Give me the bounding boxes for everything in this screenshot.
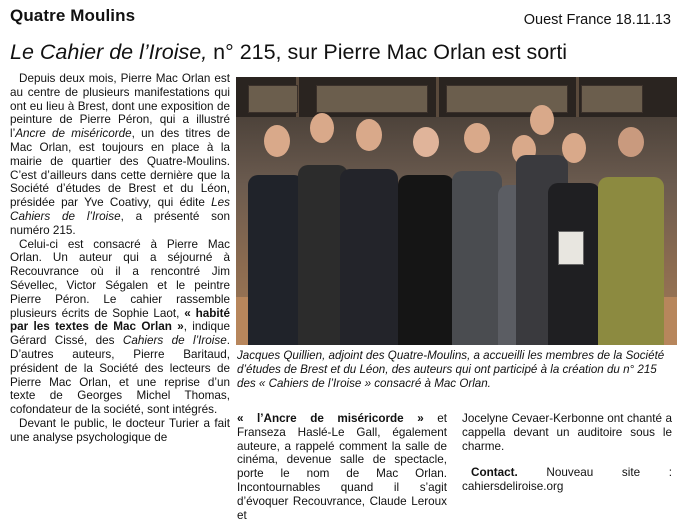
contact-paragraph: [462, 466, 672, 494]
photo-painting: [581, 85, 643, 113]
article-column-2: [237, 412, 447, 522]
person: [246, 125, 306, 345]
text-run: . D’autres auteurs, Pierre Baritaud, président de la Société des lecteurs de Pierre Mac Orlan, et une reprise d’un texte de Georges Michel Thomas, cofondateur de la société, sont intégrés.: [10, 334, 231, 417]
person: [398, 127, 454, 345]
headline: [10, 40, 680, 65]
photo-beam: [436, 77, 439, 117]
section-title: Quatre Moulins: [10, 6, 136, 25]
title-ref: Les Cahiers de l’Iroise: [10, 196, 230, 223]
quote: « habité par les textes de Mac Orlan »: [10, 306, 230, 334]
book: [558, 231, 584, 265]
person: [340, 119, 398, 345]
paragraph-1: [10, 72, 230, 238]
text-run: Depuis deux mois, Pierre Mac Orlan est au centre de plusieurs manifestations qui ont eu lieu à Brest, dont une exposition de peinture de Pierre Péron, qui a illustré l’: [10, 72, 230, 141]
contact-label: Contact.: [471, 466, 518, 480]
title-ref: Ancre de miséricorde: [15, 127, 132, 141]
photo-painting: [248, 85, 298, 113]
contact-website: Nouveau site : cahiersdeliroise.org: [462, 466, 672, 494]
title-ref: Cahiers de l’Iroise: [122, 334, 227, 348]
person: [452, 123, 502, 345]
text-run: , a présenté son numéro 215.: [10, 209, 230, 237]
person: [598, 127, 664, 345]
paragraph-5: Jocelyne Cevaer-Kerbonne ont chanté a cappella devant un auditoire sous le charme.: [462, 412, 672, 453]
paragraph-3: Devant le public, le docteur Turier a fait une analyse psychologique de: [10, 416, 230, 444]
paragraph-2: [10, 238, 230, 417]
text-run: , indique Gérard Cissé, des: [10, 320, 230, 348]
article-column-3: [462, 412, 672, 494]
photo-beam: [576, 77, 579, 117]
group-photo: [236, 77, 677, 345]
source-date: Ouest France 18.11.13: [523, 12, 671, 28]
quote: « l’Ancre de miséricorde »: [237, 412, 424, 425]
text-run: et Franseza Haslé-Le Gall, également auteure, a rappelé comment la salle de cinéma, devenue salle de spectacle, porte le nom de Mac Orlan. Incontournables quand il s’agit d’évoquer Recouvrance, Claude Leroux et: [237, 412, 447, 522]
headline-title-italic: Le Cahier de l’Iroise,: [10, 40, 208, 64]
paragraph-4: [237, 412, 447, 522]
text-run: , un des titres de Mac Orlan, est toujours en place à la mairie de quartier des Quatre-Moulins. C’est d’ailleurs dans cette dernière que la Société d’études de Brest et du Léon, présidée par Yve Coativy, qui édite: [10, 127, 230, 210]
article-column-1: [10, 72, 230, 445]
photo-painting: [316, 85, 428, 113]
photo-caption: Jacques Quillien, adjoint des Quatre-Moulins, a accueilli les membres de la Société d’études de Brest et du Léon, des auteurs qui ont participé à la création du n° 215 des « Cahiers de l’Iroise » consacré à Mac Orlan.: [237, 349, 665, 390]
text-run: Celui-ci est consacré à Pierre Mac Orlan. Un auteur qui a séjourné à Recouvrance où il a rencontré Jim Sévellec, Victor Ségalen et le peintre Pierre Péron. Le cahier rassemble plusieurs écrits de Sophie Laot,: [10, 237, 230, 320]
headline-title-rest: n° 215, sur Pierre Mac Orlan est sorti: [207, 40, 568, 64]
